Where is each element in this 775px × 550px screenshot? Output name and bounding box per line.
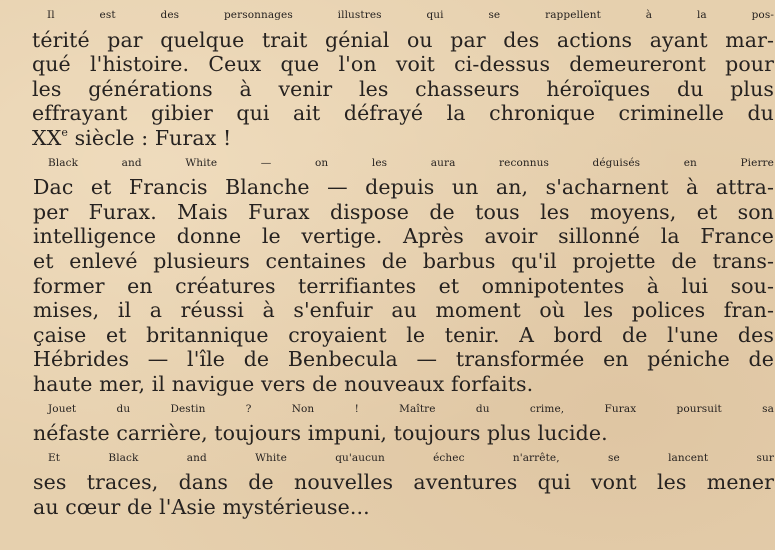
text-line: Jouet du Destin ? Non ! Maître du crime, Furax poursuit sa	[48, 402, 774, 415]
text-line: Il est des personnages illustres qui se rappellent à la pos-	[47, 9, 774, 21]
text-line: çaise et britannique croyaient le tenir. A bord de l'une des	[33, 322, 774, 347]
text-line: Hébrides — l'île de Benbecula — transformée en péniche de	[33, 347, 774, 372]
paragraph-destin	[18, 397, 774, 446]
text-line: per Furax. Mais Furax dispose de tous les moyens, et son	[33, 199, 774, 224]
text-line: les générations à venir les chasseurs héroïques du plus	[32, 76, 774, 101]
text-line: térité par quelque trait génial ou par des actions ayant mar-	[32, 27, 774, 52]
text-line: Dac et Francis Blanche — depuis un an, s'acharnent à attra-	[33, 175, 774, 200]
text-line: effrayant gibier qui ait défrayé la chronique criminelle du	[32, 101, 774, 126]
text-line: mises, il a réussi à s'enfuir au moment où les polices fran-	[33, 298, 774, 323]
text-line: au cœur de l'Asie mystérieuse...	[33, 494, 370, 519]
text-line: néfaste carrière, toujours impuni, toujours plus lucide.	[33, 421, 608, 446]
paragraph-black-and-white	[18, 151, 774, 397]
text-line	[18, 126, 774, 151]
paragraph-intro	[18, 3, 774, 151]
text-line: former en créatures terrifiantes et omnipotentes à lui sou-	[33, 273, 774, 298]
text-line: intelligence donne le vertige. Après avoir sillonné la France	[33, 224, 774, 249]
text-line-end: siècle : Furax !	[68, 125, 232, 150]
text-line: Black and White — on les aura reconnus déguisés en Pierre	[48, 156, 774, 169]
text-line: qué l'histoire. Ceux que l'on voit ci-dessus demeureront pour	[32, 52, 774, 77]
body-text	[18, 3, 774, 519]
century-superscript: e	[61, 125, 69, 139]
text-line: Et Black and White qu'aucun échec n'arrête, se lancent sur	[48, 451, 774, 464]
paragraph-aventures	[18, 446, 774, 520]
text-line: et enlevé plusieurs centaines de barbus qu'il projette de trans-	[33, 248, 774, 273]
century-numeral: XX	[32, 125, 62, 150]
text-line: ses traces, dans de nouvelles aventures qui vont les mener	[33, 470, 774, 495]
text-line: haute mer, il navigue vers de nouveaux forfaits.	[33, 371, 534, 396]
